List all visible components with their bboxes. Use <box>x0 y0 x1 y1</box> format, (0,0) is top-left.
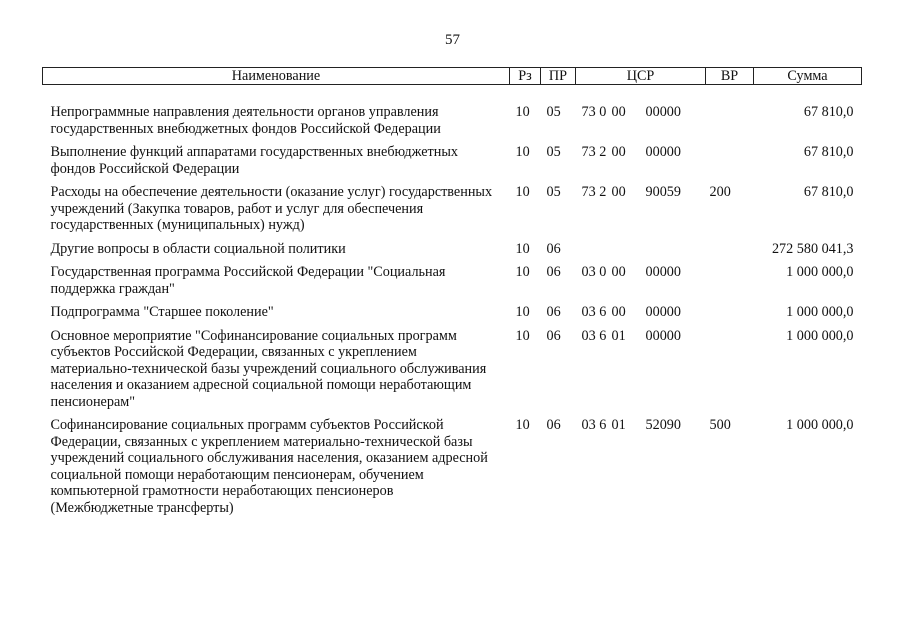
row-sum-cell: 67 810,0 <box>803 184 854 200</box>
row-csr-program-cell: 03 0 <box>581 264 607 280</box>
row-csr-event-cell: 00 <box>611 144 626 160</box>
row-csr-event-cell: 00 <box>611 104 626 120</box>
row-vr-cell <box>706 241 754 265</box>
row-rz-cell: 10 <box>515 304 530 320</box>
row-name-cell: Основное мероприятие "Софинансирование социальных программ субъектов Российской Федерации, связанных с укреплением материально-технической базы учреждений социального обслуживания населения и оказанием адресной социальной помощи неработающим пенсионерам" <box>50 327 487 410</box>
row-rz-cell: 10 <box>515 417 530 433</box>
row-csr-direction-cell: 00000 <box>645 144 681 160</box>
row-name-cell: Другие вопросы в области социальной политики <box>50 240 346 257</box>
row-pr-cell: 06 <box>546 304 561 320</box>
table-row <box>43 328 862 418</box>
row-pr-cell: 06 <box>546 240 561 257</box>
header-sum: Сумма <box>754 68 862 85</box>
row-rz-cell: 10 <box>515 264 530 280</box>
table-header-row <box>43 68 862 85</box>
header-pr: ПР <box>541 68 576 85</box>
row-rz-cell: 10 <box>515 327 530 344</box>
row-name-cell: Государственная программа Российской Федерации "Социальная поддержка граждан" <box>50 264 446 297</box>
row-pr-cell: 05 <box>546 184 561 200</box>
row-sum-cell: 1 000 000,0 <box>786 264 854 280</box>
table-row <box>43 417 862 523</box>
table-row <box>43 85 862 145</box>
row-sum-cell: 1 000 000,0 <box>786 417 854 433</box>
row-vr-cell: 200 <box>709 184 731 200</box>
row-csr-event-cell: 00 <box>611 264 626 280</box>
header-rz: Рз <box>510 68 541 85</box>
row-vr-cell <box>706 85 754 145</box>
row-pr-cell: 05 <box>546 144 561 160</box>
row-name-cell: Выполнение функций аппаратами государственных внебюджетных фондов Российской Федерации <box>50 144 458 177</box>
row-csr-program-cell: 73 2 <box>581 144 607 160</box>
row-pr-cell: 06 <box>546 264 561 280</box>
row-csr-direction-cell: 00000 <box>645 304 681 320</box>
row-csr-event-cell: 01 <box>611 417 626 433</box>
header-vr: ВР <box>706 68 754 85</box>
row-csr-event-cell: 00 <box>611 184 626 200</box>
row-vr-cell <box>706 328 754 418</box>
row-csr-direction-cell: 00000 <box>645 327 681 344</box>
row-sum-cell: 1 000 000,0 <box>786 327 854 344</box>
row-vr-cell <box>706 144 754 184</box>
row-rz-cell: 10 <box>515 184 530 200</box>
row-vr-cell: 500 <box>709 417 731 433</box>
row-csr-program-cell: 03 6 <box>581 417 607 433</box>
row-name-cell: Подпрограмма "Старшее поколение" <box>50 304 274 320</box>
row-rz-cell: 10 <box>515 144 530 160</box>
table-row <box>43 184 862 241</box>
row-name-cell: Расходы на обеспечение деятельности (оказание услуг) государственных учреждений (Закупка товаров, работ и услуг для обеспечения государственных (муниципальных) нужд) <box>50 184 493 233</box>
table-row <box>43 304 862 328</box>
header-csr: ЦСР <box>576 68 706 85</box>
row-csr-program-cell: 03 6 <box>581 304 607 320</box>
row-rz-cell: 10 <box>515 240 530 257</box>
table-body <box>43 85 862 524</box>
row-pr-cell: 06 <box>546 417 561 433</box>
row-csr-event-cell: 00 <box>611 304 626 320</box>
row-csr-direction-cell: 90059 <box>645 184 681 200</box>
row-csr-direction-cell <box>646 241 706 265</box>
row-rz-cell: 10 <box>515 104 530 120</box>
page-number: 57 <box>445 32 460 48</box>
row-sum-cell: 67 810,0 <box>803 144 854 160</box>
row-csr-direction-cell: 00000 <box>645 264 681 280</box>
table-row <box>43 264 862 304</box>
row-csr-program-cell: 73 0 <box>581 104 607 120</box>
row-vr-cell <box>706 264 754 304</box>
row-pr-cell: 06 <box>546 327 561 344</box>
row-csr-program-cell <box>576 241 610 265</box>
row-csr-event-cell: 01 <box>611 327 626 344</box>
row-csr-program-cell: 03 6 <box>581 327 607 344</box>
row-csr-direction-cell: 00000 <box>645 104 681 120</box>
row-csr-direction-cell: 52090 <box>645 417 681 433</box>
row-sum-cell: 67 810,0 <box>803 104 854 120</box>
row-sum-cell: 1 000 000,0 <box>786 304 854 320</box>
row-sum-cell: 272 580 041,3 <box>771 240 854 257</box>
row-csr-event-cell <box>610 241 646 265</box>
header-name: Наименование <box>43 68 510 85</box>
row-name-cell: Софинансирование социальных программ субъектов Российской Федерации, связанных с укреплением материально-технической базы учреждений социального обслуживания населения, оказанием адресной социальной помощи неработающим пенсионерам, обучением компьютерной грамотности неработающих пенсионеров (Межбюджетные трансферты) <box>50 417 488 516</box>
row-name-cell: Непрограммные направления деятельности органов управления государственных внебюджетных фондов Российской Федерации <box>50 104 441 137</box>
table-row <box>43 241 862 265</box>
row-pr-cell: 05 <box>546 104 561 120</box>
table-row <box>43 144 862 184</box>
budget-table <box>42 67 862 523</box>
row-vr-cell <box>706 304 754 328</box>
row-csr-program-cell: 73 2 <box>581 184 607 200</box>
